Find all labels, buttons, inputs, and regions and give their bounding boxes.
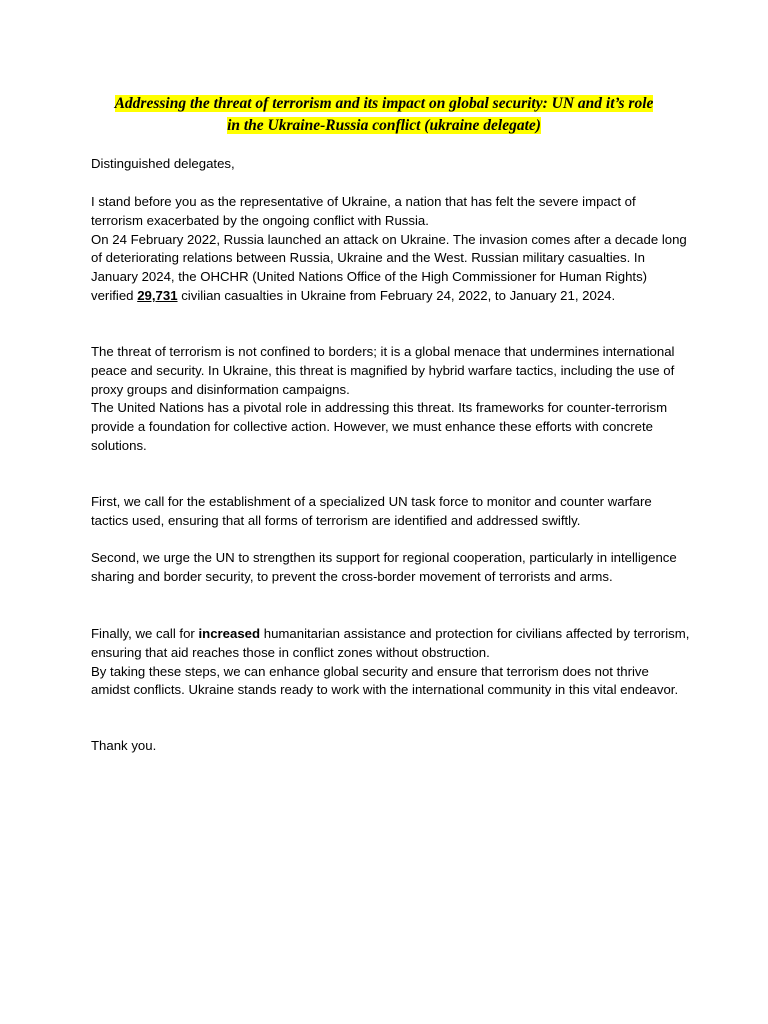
intro-statement: I stand before you as the representative of Ukraine, a nation that has felt the severe impact of terrorism exacerbated by the ongoing conflict with Russia. bbox=[91, 194, 636, 228]
document-title bbox=[70, 93, 698, 137]
casualty-count: 29,731 bbox=[137, 287, 178, 303]
title-line-2: in the Ukraine-Russia conflict (ukraine delegate) bbox=[227, 117, 541, 134]
emphasis-increased: increased bbox=[198, 626, 261, 641]
paragraph-threat bbox=[91, 343, 691, 456]
threat-statement: The threat of terrorism is not confined to borders; it is a global menace that undermines international peace and security. In Ukraine, this threat is magnified by hybrid warfare tactics, including the use of proxy groups and disinformation campaigns. bbox=[91, 344, 675, 397]
final-proposal-lead: Finally, we call for bbox=[91, 626, 199, 641]
final-proposal bbox=[91, 625, 691, 663]
paragraph-second-proposal: Second, we urge the UN to strengthen its support for regional cooperation, particularly in intelligence sharing and border security, to prevent the cross-border movement of terrorists and arms. bbox=[91, 550, 677, 584]
title-line-1: Addressing the threat of terrorism and its impact on global security: UN and it’s role bbox=[114, 95, 654, 112]
conclusion-statement: By taking these steps, we can enhance global security and ensure that terrorism does not thrive amidst conflicts. Ukraine stands ready to work with the international community in this vital endeavor. bbox=[91, 663, 679, 698]
final-proposal-tail: humanitarian assistance and protection for civilians affected by terrorism, ensuring that aid reaches those in conflict zones without obstruction. bbox=[91, 626, 690, 660]
salutation: Distinguished delegates, bbox=[91, 156, 235, 171]
paragraph-introduction bbox=[91, 193, 691, 306]
un-role-statement: The United Nations has a pivotal role in addressing this threat. Its frameworks for counter-terrorism provide a foundation for collective action. However, we must enhance these efforts with concrete solutions. bbox=[91, 400, 668, 453]
paragraph-first-proposal: First, we call for the establishment of a specialized UN task force to monitor and counter warfare tactics used, ensuring that all forms of terrorism are identified and addressed swiftly. bbox=[91, 494, 652, 528]
closing: Thank you. bbox=[91, 738, 157, 753]
paragraph-final-proposal bbox=[91, 625, 691, 700]
invasion-facts-text: On 24 February 2022, Russia launched an attack on Ukraine. The invasion comes after a decade long of deteriorating relations between Russia, Ukraine and the West. Russian military casualties. In January 2024, the OHCHR (United Nations Office of the High Commissioner for Human Rights) verified bbox=[91, 231, 687, 303]
invasion-facts-tail: civilian casualties in Ukraine from February 24, 2022, to January 21, 2024. bbox=[177, 287, 616, 303]
invasion-facts bbox=[91, 231, 691, 306]
